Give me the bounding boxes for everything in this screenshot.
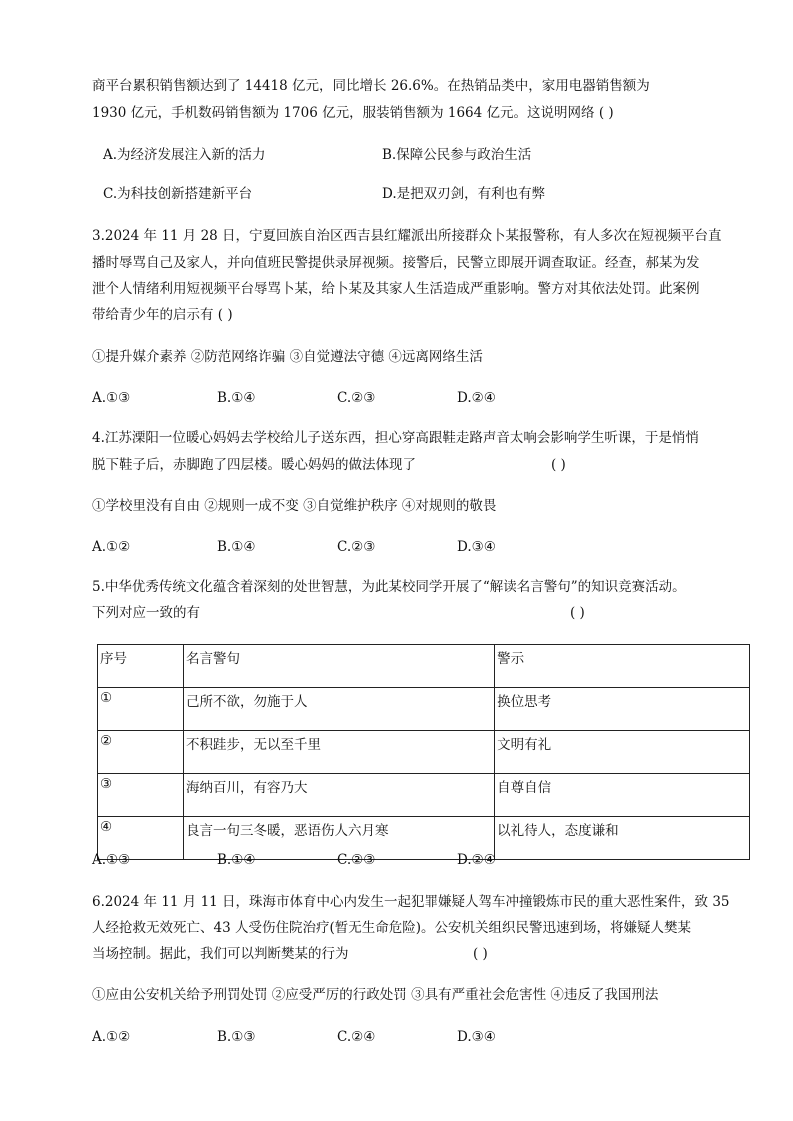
q5-option-d[interactable]: D.②④ — [457, 852, 496, 868]
q4-option-c[interactable]: C.②③ — [337, 539, 376, 555]
q6-stem-line1: 6.2024 年 11 月 11 日，珠海市体育中心内发生一起犯罪嫌疑人驾车冲撞锻炼市民的重大恶性案件，致 35 — [92, 894, 730, 910]
table-header-row — [98, 645, 750, 688]
q3-option-a[interactable]: A.①③ — [92, 390, 131, 406]
q2-text-line1: 商平台累积销售额达到了 14418 亿元，同比增长 26.6%。在热销品类中，家用电器销售额为 — [92, 78, 650, 94]
q5-option-c[interactable]: C.②③ — [337, 852, 376, 868]
q5-option-a[interactable]: A.①③ — [92, 852, 131, 868]
table-cell: 己所不欲，勿施于人 — [184, 688, 495, 731]
table-cell: ① — [98, 688, 184, 731]
q5-stem-line2: 下列对应一致的有 — [92, 605, 200, 621]
q5-option-b[interactable]: B.①④ — [217, 852, 256, 868]
q6-option-a[interactable]: A.①② — [92, 1029, 131, 1045]
table-cell: 海纳百川，有容乃大 — [184, 774, 495, 817]
table-cell: 不积跬步，无以至千里 — [184, 731, 495, 774]
table-cell: 自尊自信 — [495, 774, 750, 817]
q4-option-d[interactable]: D.③④ — [457, 539, 496, 555]
q6-option-c[interactable]: C.②④ — [337, 1029, 376, 1045]
table-cell: 文明有礼 — [495, 731, 750, 774]
table-row — [98, 774, 750, 817]
q6-stem-line2: 人经抢救无效死亡、43 人受伤住院治疗(暂无生命危险)。公安机关组织民警迅速到场，将嫌疑人樊某 — [92, 920, 692, 936]
q3-stem-line3: 泄个人情绪利用短视频平台辱骂卜某，给卜某及其家人生活造成严重影响。警方对其依法处罚。此案例 — [92, 281, 700, 297]
q3-option-c[interactable]: C.②③ — [337, 390, 376, 406]
q3-stem-line1: 3.2024 年 11 月 28 日，宁夏回族自治区西吉县红耀派出所接群众卜某报警称，有人多次在短视频平台直 — [92, 228, 722, 244]
q6-option-b[interactable]: B.①③ — [217, 1029, 256, 1045]
q3-stem-line2: 播时辱骂自己及家人，并向值班民警提供录屏视频。接警后，民警立即展开调查取证。经查，郝某为发 — [92, 255, 700, 271]
table-cell: ④ — [98, 817, 184, 860]
q4-option-a[interactable]: A.①② — [92, 539, 131, 555]
table-header-cell: 警示 — [495, 645, 750, 688]
table-cell: 良言一句三冬暖，恶语伤人六月寒 — [184, 817, 495, 860]
table-row — [98, 688, 750, 731]
q2-text-line2: 1930 亿元，手机数码销售额为 1706 亿元，服装销售额为 1664 亿元。这说明网络 ( ) — [92, 105, 614, 121]
q3-stem-line4: 带给青少年的启示有 ( ) — [92, 307, 233, 323]
q4-choices: ①学校里没有自由 ②规则一成不变 ③自觉维护秩序 ④对规则的敬畏 — [92, 498, 497, 514]
table-cell: ③ — [98, 774, 184, 817]
q4-option-b[interactable]: B.①④ — [217, 539, 256, 555]
q5-stem-line1: 5.中华优秀传统文化蕴含着深刻的处世智慧，为此某校同学开展了“解读名言警句”的知识竞赛活动。 — [92, 579, 686, 595]
table-row — [98, 817, 750, 860]
q6-stem-line3: 当场控制。据此，我们可以判断樊某的行为 — [92, 946, 349, 962]
q4-stem-line1: 4.江苏溧阳一位暖心妈妈去学校给儿子送东西，担心穿高跟鞋走路声音太响会影响学生听课，于是悄悄 — [92, 430, 699, 446]
q2-option-a[interactable]: A.为经济发展注入新的活力 — [103, 147, 266, 163]
table-row — [98, 731, 750, 774]
q6-option-d[interactable]: D.③④ — [457, 1029, 496, 1045]
table-cell: 换位思考 — [495, 688, 750, 731]
table-header-cell: 序号 — [98, 645, 184, 688]
q4-answer-paren: ( ) — [551, 457, 566, 473]
table-header-cell: 名言警句 — [184, 645, 495, 688]
q6-choices: ①应由公安机关给予刑罚处罚 ②应受严厉的行政处罚 ③具有严重社会危害性 ④违反了我国刑法 — [92, 987, 659, 1003]
q5-answer-paren: ( ) — [570, 605, 585, 621]
q6-answer-paren: ( ) — [473, 946, 488, 962]
table-cell: ② — [98, 731, 184, 774]
q3-option-d[interactable]: D.②④ — [457, 390, 496, 406]
q3-choices: ①提升媒介素养 ②防范网络诈骗 ③自觉遵法守德 ④远离网络生活 — [92, 349, 483, 365]
q2-option-c[interactable]: C.为科技创新搭建新平台 — [103, 186, 253, 202]
q2-option-b[interactable]: B.保障公民参与政治生活 — [382, 147, 532, 163]
q4-stem-line2: 脱下鞋子后，赤脚跑了四层楼。暖心妈妈的做法体现了 — [92, 457, 416, 473]
proverb-table — [97, 644, 750, 860]
q2-option-d[interactable]: D.是把双刃剑，有利也有弊 — [382, 186, 546, 202]
table-cell: 以礼待人，态度谦和 — [495, 817, 750, 860]
q3-option-b[interactable]: B.①④ — [217, 390, 256, 406]
